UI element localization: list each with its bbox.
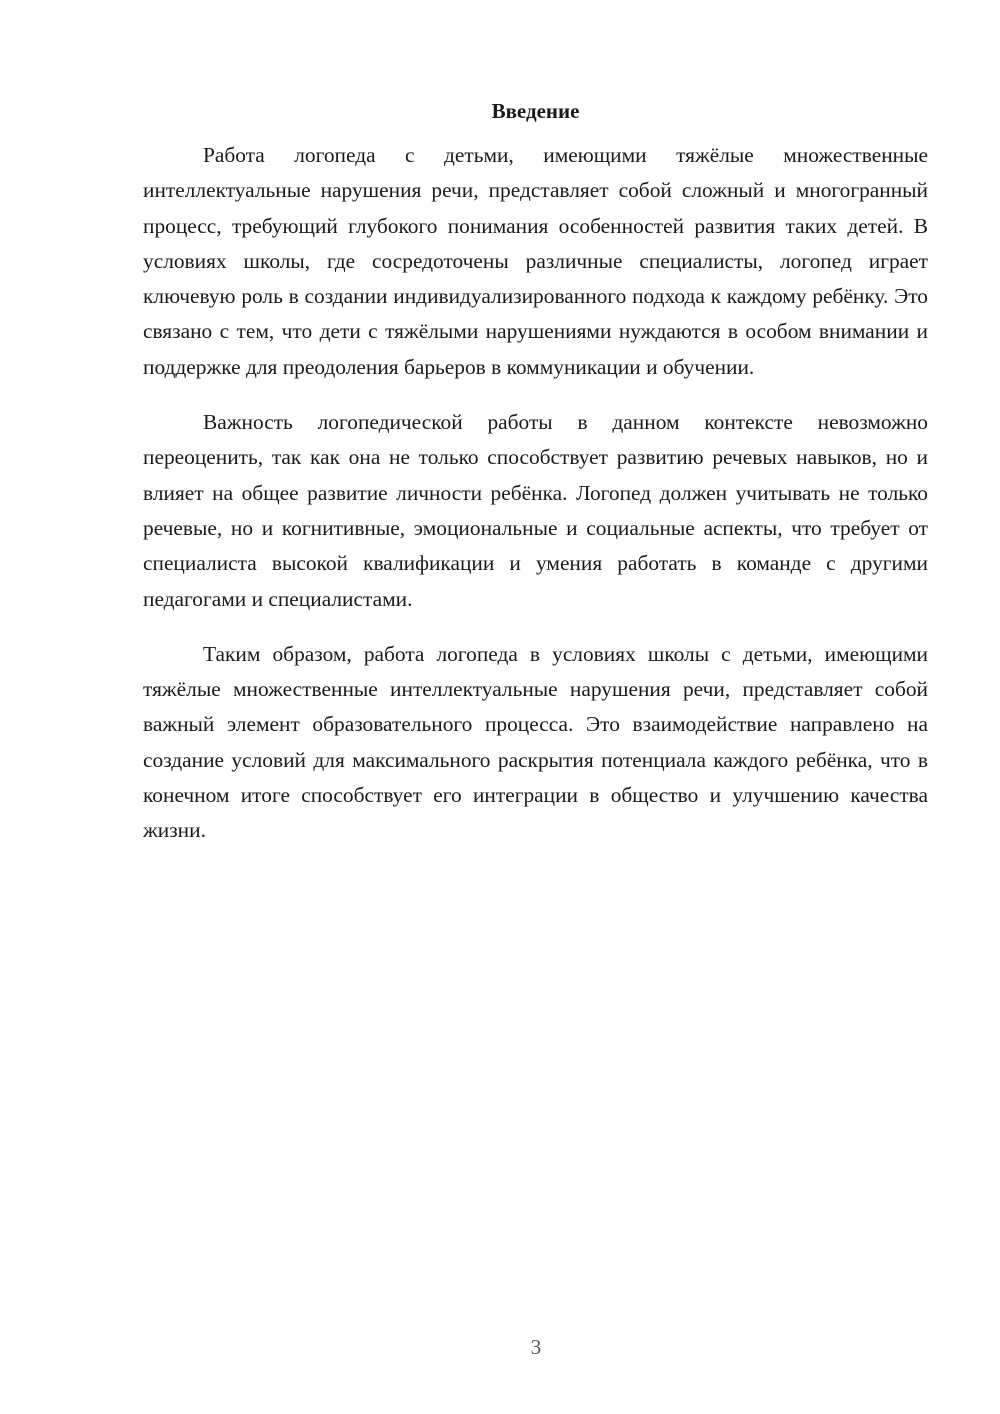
section-heading: Введение xyxy=(491,99,580,123)
paragraph-3: Таким образом, работа логопеда в условиях школы с детьми, имеющими тяжёлые множественные интеллектуальные нарушения речи, представляет собой важный элемент образовательного процесса. Это взаимодействие направлено на создание условий для максимального раскрытия потенциала каждого ребёнка, что в конечном итоге способствует его интеграции в общество и улучшению качества жизни. xyxy=(143,641,928,843)
page-number: 3 xyxy=(530,1335,542,1359)
paragraph-2: Важность логопедической работы в данном контексте невозможно переоценить, так как она не только способствует развитию речевых навыков, но и влияет на общее развитие личности ребёнка. Логопед должен учитывать не только речевые, но и когнитивные, эмоциональные и социальные аспекты, что требует от специалиста высокой квалификации и умения работать в команде с другими педагогами и специалистами. xyxy=(143,410,928,611)
page-content xyxy=(143,96,928,849)
paragraph-1: Работа логопеда с детьми, имеющими тяжёлые множественные интеллектуальные нарушения речи, представляет собой сложный и многогранный процесс, требующий глубокого понимания особенностей развития таких детей. В условиях школы, где сосредоточены различные специалисты, логопед играет ключевую роль в создании индивидуализированного подхода к каждому ребёнку. Это связано с тем, что дети с тяжёлыми нарушениями нуждаются в особом внимании и поддержке для преодоления барьеров в коммуникации и обучении. xyxy=(143,143,928,379)
